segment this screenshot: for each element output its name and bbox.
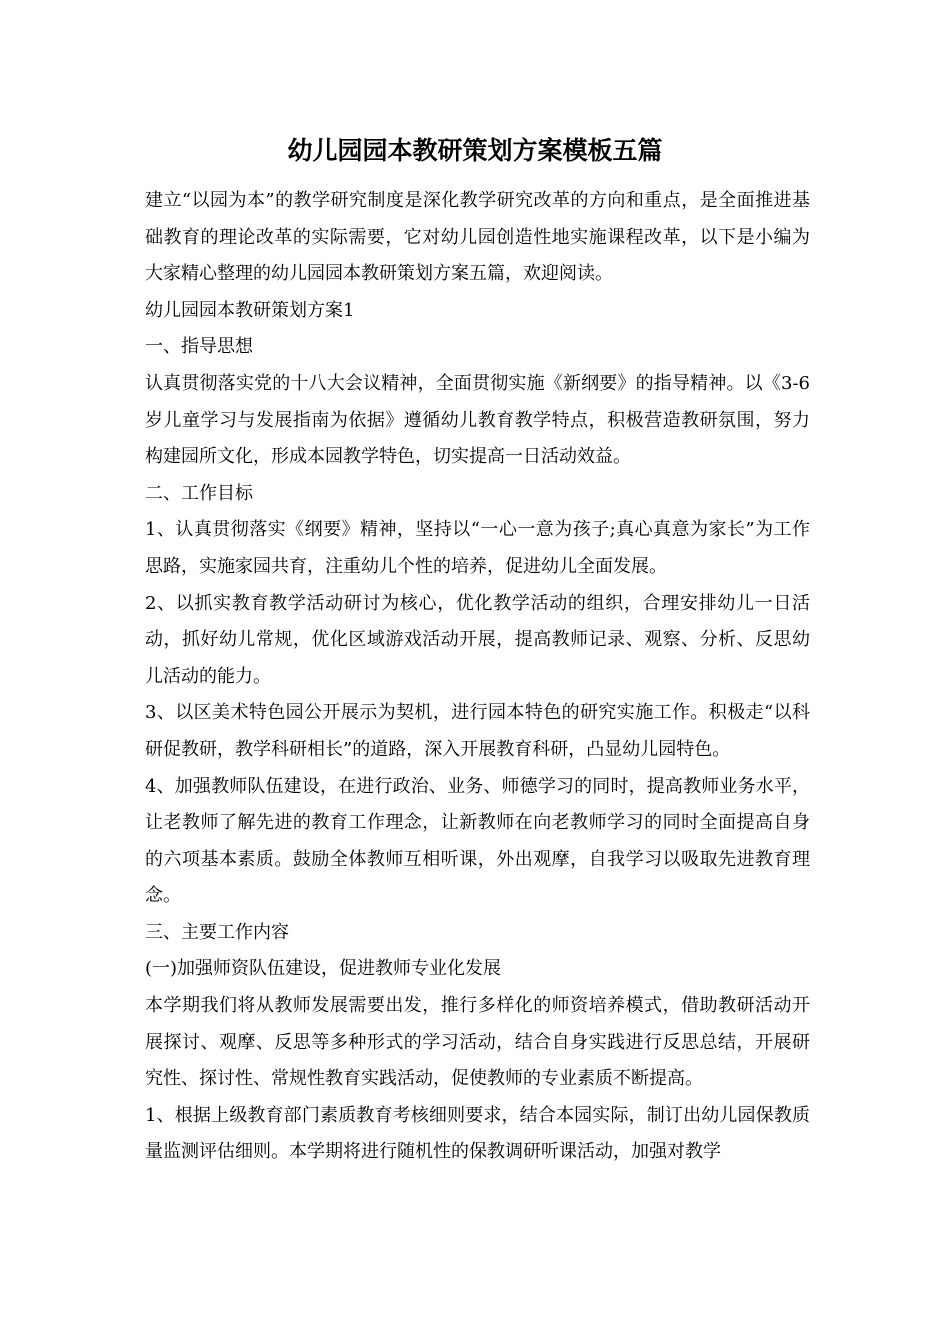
heading-main-work: 三、主要工作内容 xyxy=(145,921,289,943)
heading-guiding-ideology: 一、指导思想 xyxy=(145,336,253,358)
goal-item-2: 2、以抓实教育教学活动研讨为核心，优化教学活动的组织，合理安排幼儿一日活动，抓好幼儿常规，优化区域游戏活动开展，提高教师记录、观察、分析、反思幼儿活动的能力。 xyxy=(145,592,810,687)
work-item-1: 1、根据上级教育部门素质教育考核细则要求，结合本园实际，制订出幼儿园保教质量监测评估细则。本学期将进行随机性的保教调研听课活动，加强对教学 xyxy=(145,1104,810,1163)
intro-paragraph: 建立“以园为本”的教学研究制度是深化教学研究改革的方向和重点，是全面推进基础教育的理论改革的实际需要，它对幼儿园创造性地实施课程改革，以下是小编为大家精心整理的幼儿园园本教研策划方案五篇，欢迎阅读。 xyxy=(145,190,810,285)
goal-item-3: 3、以区美术特色园公开展示为契机，进行园本特色的研究实施工作。积极走“以科研促教研，教学科研相长”的道路，深入开展教育科研，凸显幼儿园特色。 xyxy=(145,702,810,760)
paragraph-teacher-development: 本学期我们将从教师发展需要出发，推行多样化的师资培养模式，借助教研活动开展探讨、观摩、反思等多种形式的学习活动，结合自身实践进行反思总结，开展研究性、探讨性、常规性教育实践活动，促使教师的专业素质不断提高。 xyxy=(145,995,810,1090)
document-body xyxy=(145,183,810,1171)
subheading-teacher-team: (一)加强师资队伍建设，促进教师专业化发展 xyxy=(145,958,502,980)
goal-item-1: 1、认真贯彻落实《纲要》精神，坚持以“一心一意为孩子;真心真意为家长”为工作思路，实施家园共育，注重幼儿个性的培养，促进幼儿全面发展。 xyxy=(145,519,810,577)
paragraph-guiding-ideology: 认真贯彻落实党的十八大会议精神，全面贯彻实施《新纲要》的指导精神。以《3-6岁儿童学习与发展指南为依据》遵循幼儿教育教学特点，积极营造教研氛围，努力构建园所文化，形成本园教学特色，切实提高一日活动效益。 xyxy=(145,372,810,468)
document-title: 幼儿园园本教研策划方案模板五篇 xyxy=(287,136,663,165)
goal-item-4: 4、加强教师队伍建设，在进行政治、业务、师德学习的同时，提高教师业务水平，让老教师了解先进的教育工作理念，让新教师在向老教师学习的同时全面提高自身的六项基本素质。鼓励全体教师互相听课，外出观摩，自我学习以吸取先进教育理念。 xyxy=(145,775,810,907)
heading-work-goals: 二、工作目标 xyxy=(145,482,253,504)
section-title-plan-1: 幼儿园园本教研策划方案1 xyxy=(145,299,355,321)
